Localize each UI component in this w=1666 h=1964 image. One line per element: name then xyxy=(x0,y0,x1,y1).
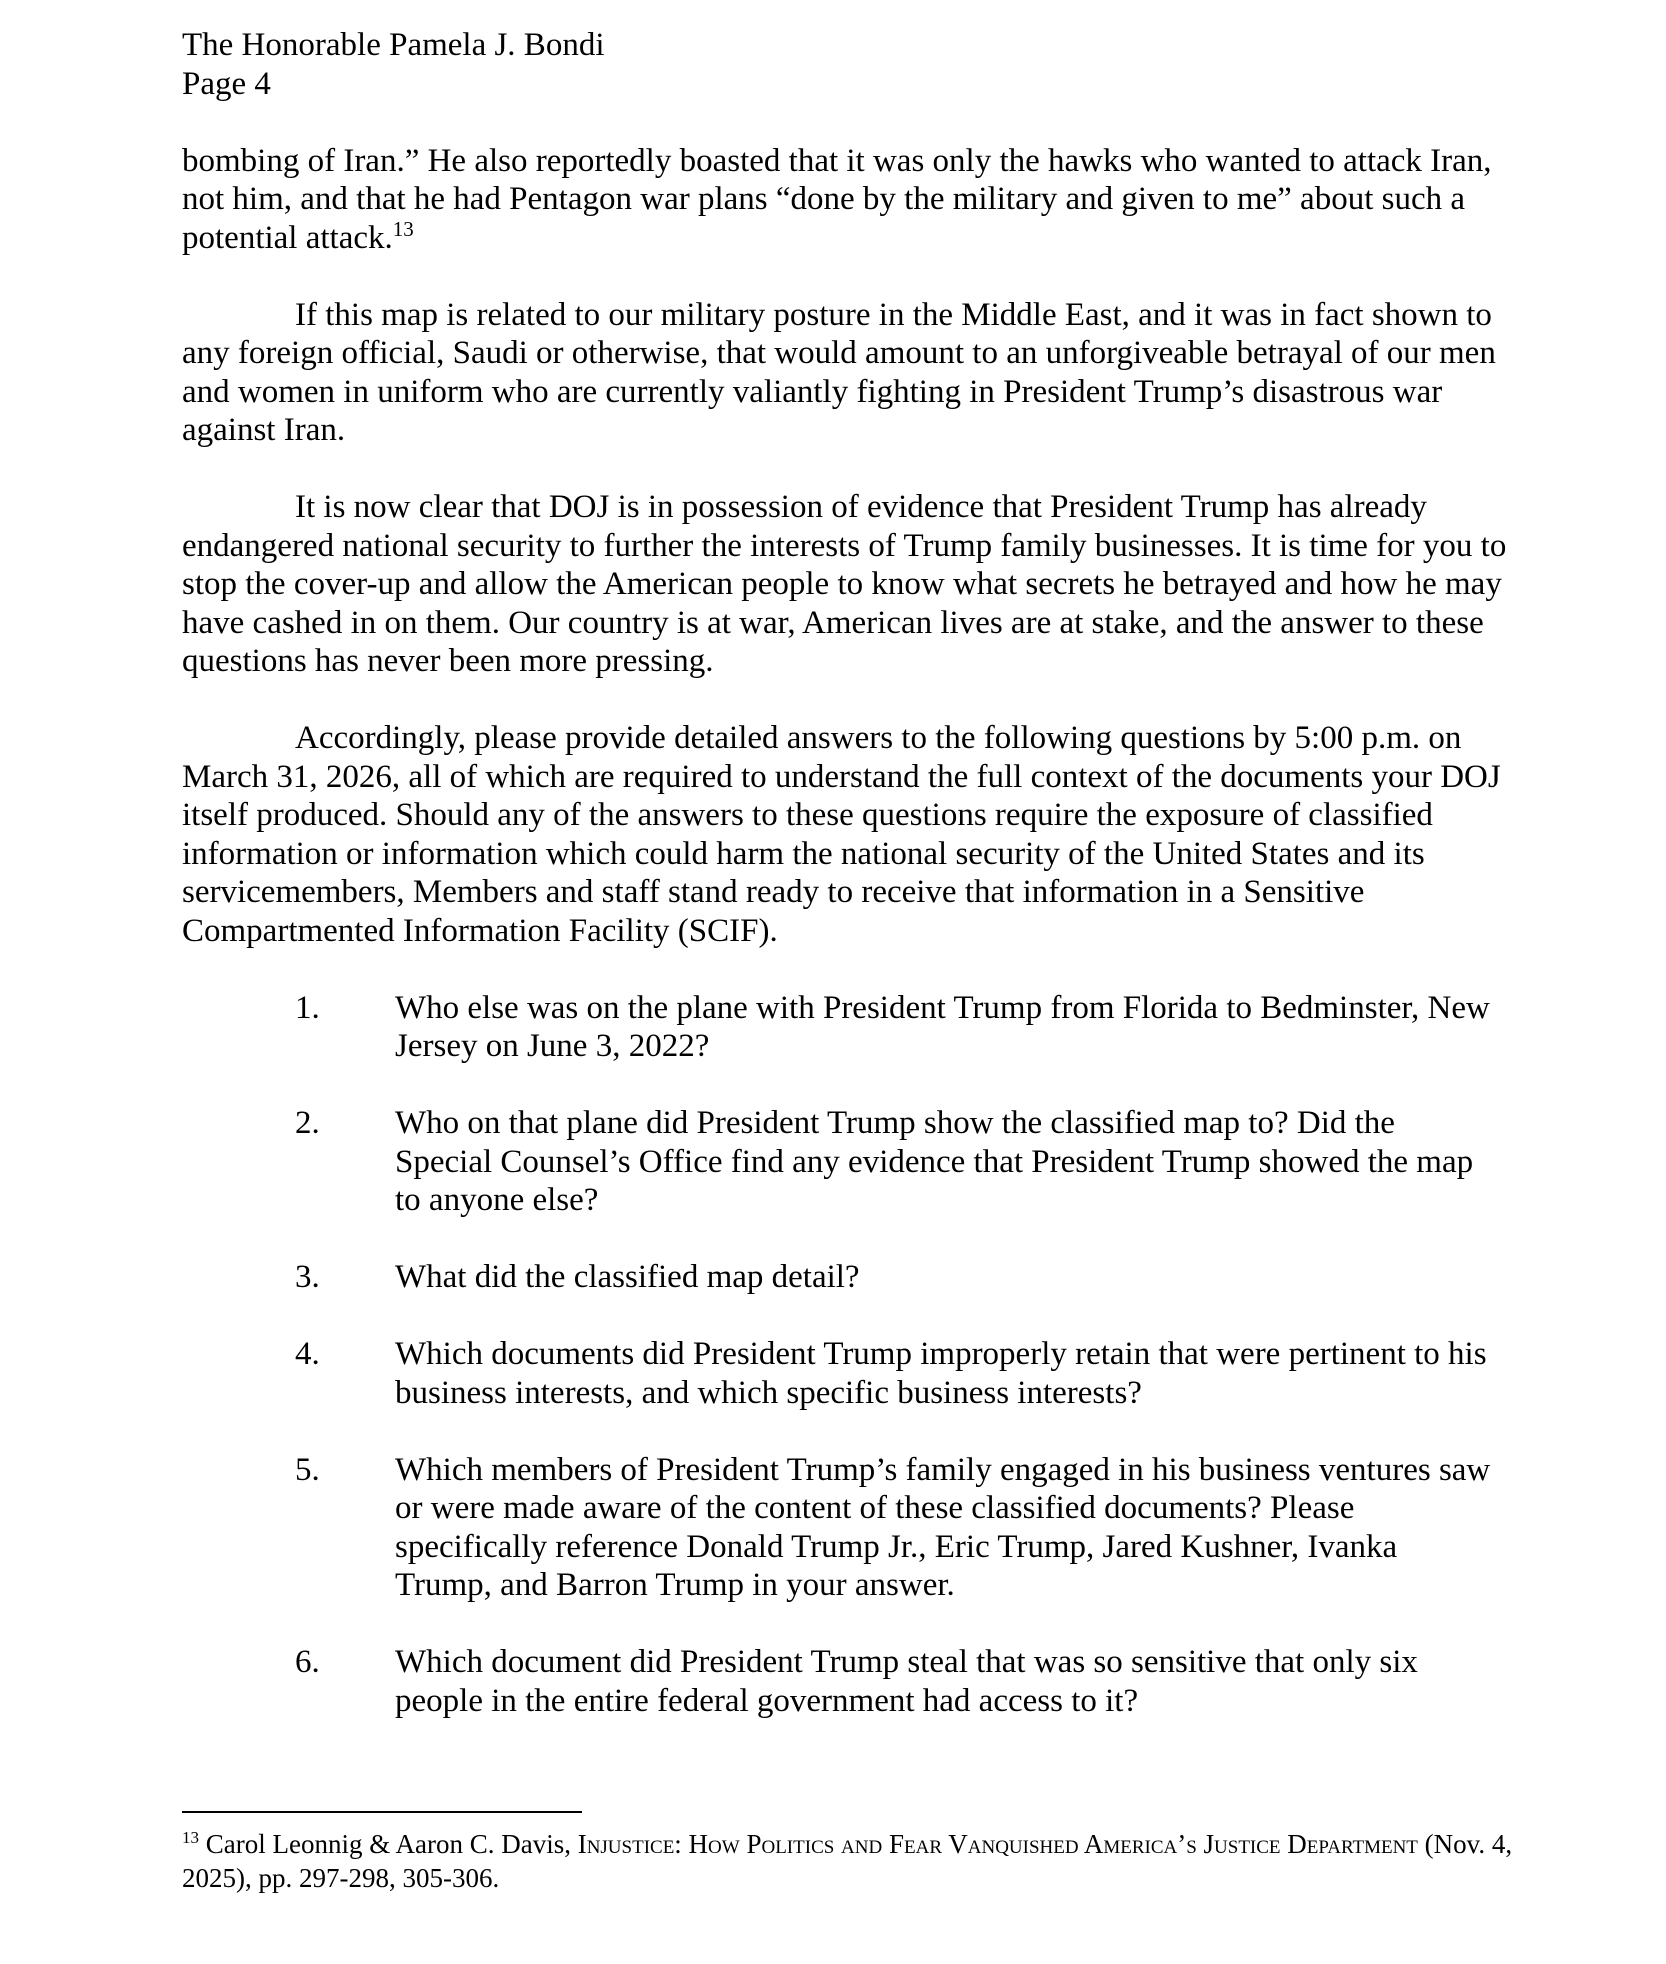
footnote-text xyxy=(182,1827,1527,1895)
question-text: Who else was on the plane with President Trump from Florida to Bedminster, New Jersey on June 3, 2022? xyxy=(395,989,1490,1064)
question-text: What did the classified map detail? xyxy=(395,1259,860,1295)
question-item-2 xyxy=(295,1104,1505,1220)
question-text: Which members of President Trump’s family engaged in his business ventures saw or were made aware of the content of these classified documents? Please specifically reference Donald Trump Jr., Eric Trump, Jared Kushner, Ivanka Trump, and Barron Trump in your answer. xyxy=(395,1451,1491,1603)
footnote-separator xyxy=(182,1811,582,1813)
question-text: Which document did President Trump steal that was so sensitive that only six people in the entire federal government had access to it? xyxy=(395,1644,1418,1719)
recipient-name: The Honorable Pamela J. Bondi xyxy=(182,27,605,63)
question-item-5 xyxy=(295,1451,1505,1605)
body-paragraph-3: It is now clear that DOJ is in possession of evidence that President Trump has already endangered national security to further the interests of Trump family businesses. It is time for you to stop the cover-up and allow the American people to know what secrets he betrayed and how he may have cashed in on them. Our country is at war, American lives are at stake, and the answer to these questions has never been more pressing. xyxy=(182,489,1507,679)
body-paragraph-4: Accordingly, please provide detailed answers to the following questions by 5:00 p.m. on March 31, 2026, all of which are required to understand the full context of the documents your DOJ itself produced. Should any of the answers to these questions require the exposure of classified information or information which could harm the national security of the United States and its servicemembers, Members and staff stand ready to receive that information in a Sensitive Compartmented Information Facility (SCIF). xyxy=(182,720,1501,949)
footnote-book-title: Injustice: How Politics and Fear Vanquished America’s Justice Department xyxy=(577,1829,1418,1859)
question-number: 5. xyxy=(295,1451,320,1488)
question-list xyxy=(182,989,1666,1721)
question-text: Which documents did President Trump improperly retain that were pertinent to his business interests, and which specific business interests? xyxy=(395,1336,1487,1411)
footnote-reference-marker: 13 xyxy=(392,216,414,241)
question-number: 3. xyxy=(295,1259,320,1295)
question-item-6 xyxy=(295,1643,1505,1720)
question-item-4 xyxy=(295,1335,1505,1412)
question-number: 6. xyxy=(295,1644,320,1680)
body-paragraph-1 xyxy=(182,142,1517,258)
page-number: Page 4 xyxy=(182,65,271,102)
question-item-3 xyxy=(295,1258,1505,1297)
page-header xyxy=(182,26,1666,103)
footnote-section xyxy=(182,1811,1527,1895)
footnote-authors: Carol Leonnig & Aaron C. Davis, xyxy=(199,1829,578,1859)
footnote-number: 13 xyxy=(182,1828,199,1847)
question-number: 1. xyxy=(295,989,320,1026)
question-number: 2. xyxy=(295,1105,320,1141)
question-item-1 xyxy=(295,989,1505,1066)
paragraph-text: bombing of Iran.” He also reportedly boasted that it was only the hawks who wanted to attack Iran, not him, and that he had Pentagon war plans “done by the military and given to me” about such a potential attack. xyxy=(182,142,1492,256)
question-text: Who on that plane did President Trump show the classified map to? Did the Special Counsel’s Office find any evidence that President Trump showed the map to anyone else? xyxy=(395,1105,1474,1218)
question-number: 4. xyxy=(295,1336,320,1372)
letter-body xyxy=(182,142,1666,1721)
footnote-citation-detail: (Nov. 4, 2025), pp. 297-298, 305-306. xyxy=(182,1829,1513,1893)
body-paragraph-2: If this map is related to our military posture in the Middle East, and it was in fact shown to any foreign official, Saudi or otherwise, that would amount to an unforgiveable betrayal of our men and women in uniform who are currently valiantly fighting in President Trump’s disastrous war against Iran. xyxy=(182,296,1496,448)
